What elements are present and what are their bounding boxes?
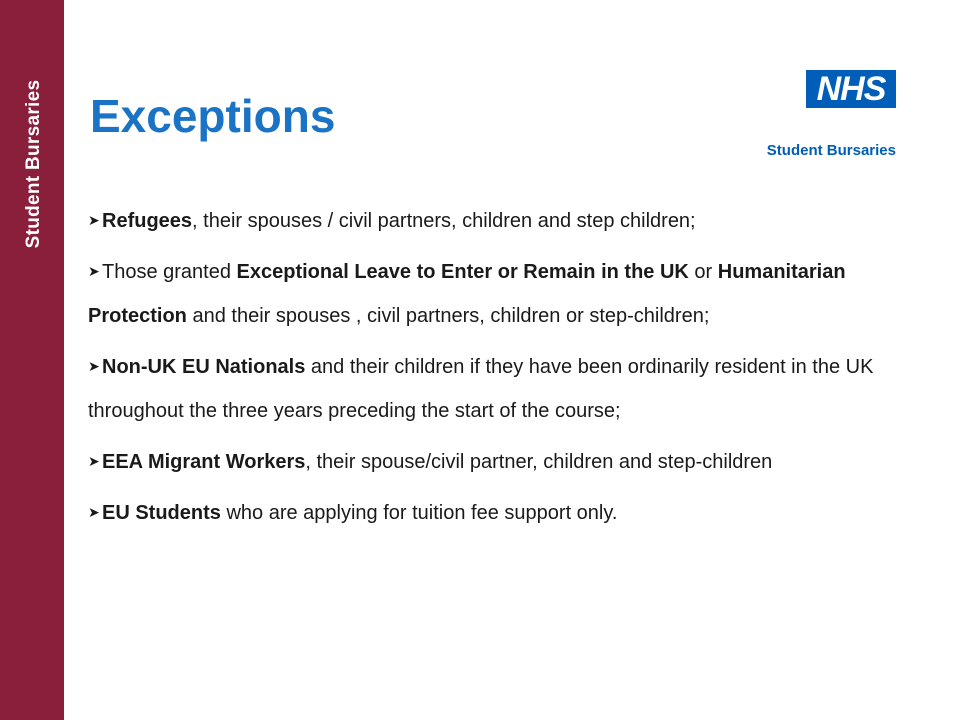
bullet-text: , their spouse/civil partner, children and step-children <box>305 451 773 473</box>
list-item <box>88 198 888 243</box>
arrow-bullet-icon: ➤ <box>88 358 100 374</box>
list-item <box>88 439 888 484</box>
bullet-mid: or <box>688 261 718 283</box>
bullet-bold: EU Students <box>102 502 221 524</box>
list-item <box>88 344 888 433</box>
arrow-bullet-icon: ➤ <box>88 263 100 279</box>
bullet-bold-2: Humanitarian Protection <box>88 261 846 327</box>
arrow-bullet-icon: ➤ <box>88 504 100 520</box>
list-item <box>88 490 888 535</box>
bullet-pre: Those granted <box>102 261 237 283</box>
page-title: Exceptions <box>90 90 336 142</box>
nhs-logo <box>720 68 900 168</box>
bullet-text: and their spouses , civil partners, children or step-children; <box>186 305 710 327</box>
nhs-logo-mark: NHS <box>806 70 896 108</box>
arrow-bullet-icon: ➤ <box>88 212 100 228</box>
exceptions-list <box>88 198 888 541</box>
bullet-bold: Exceptional Leave to Enter or Remain in the UK <box>236 261 689 283</box>
nhs-logo-subtitle: Student Bursaries <box>766 142 896 159</box>
list-item <box>88 249 888 338</box>
arrow-bullet-icon: ➤ <box>88 453 100 469</box>
bullet-text: and their children if they have been ordinarily resident in the UK throughout the three years preceding the start of the course; <box>88 356 874 422</box>
bullet-bold: EEA Migrant Workers <box>102 451 306 473</box>
bullet-bold: Refugees <box>102 210 193 232</box>
sidebar-band <box>0 0 64 720</box>
bullet-bold: Non-UK EU Nationals <box>102 356 306 378</box>
bullet-text: who are applying for tuition fee support only. <box>220 502 618 524</box>
bullet-text: , their spouses / civil partners, children and step children; <box>192 210 696 232</box>
sidebar-label: Student Bursaries <box>23 79 44 249</box>
